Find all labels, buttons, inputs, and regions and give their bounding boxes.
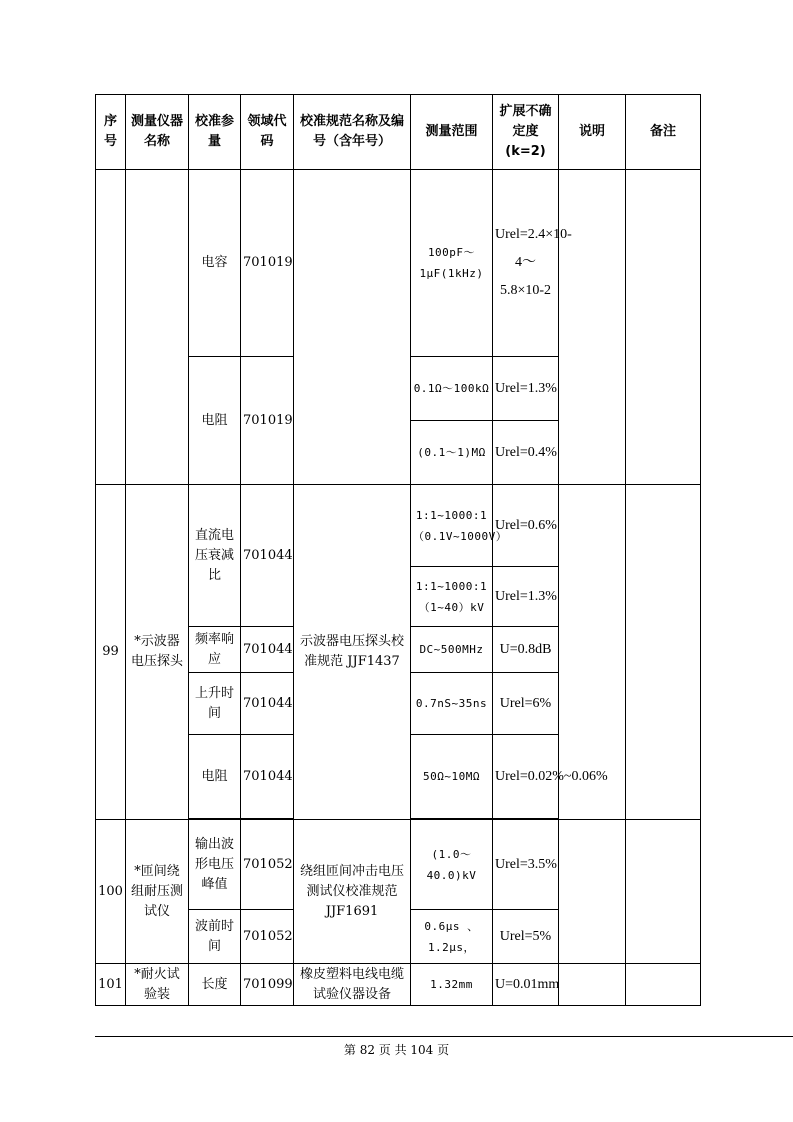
instrument-name: *耐火试验装 (126, 964, 189, 1006)
cont-note-cell (559, 170, 626, 485)
param-cell: 直流电压衰减比 (189, 485, 241, 627)
code-cell: 701044 (241, 735, 294, 819)
header-uncertainty: 扩展不确定度(k=2) (493, 95, 559, 170)
param-cell: 电阻 (189, 735, 241, 819)
range-cell: 0.1Ω～100kΩ (411, 357, 493, 421)
header-no: 序号 (96, 95, 126, 170)
range-cell: 1:1~1000:1（0.1V~1000V） (411, 485, 493, 567)
range-cell: 0.6μs 、1.2μs， (411, 910, 493, 964)
uncertainty-cell: Urel=1.3% (493, 567, 559, 627)
instrument-name: *匝间绕组耐压测试仪 (126, 820, 189, 964)
header-code: 领域代码 (241, 95, 294, 170)
calibration-scope-table (95, 94, 701, 1006)
spec-cell: 橡皮塑料电线电缆试验仪器设备 (294, 964, 411, 1006)
uncertainty-cell: Urel=0.4% (493, 421, 559, 485)
range-cell: 0.7nS~35ns (411, 673, 493, 735)
cont-spec-cell (294, 170, 411, 485)
row-number: 100 (96, 820, 126, 964)
uncertainty-cell: Urel=5% (493, 910, 559, 964)
param-cell: 电容 (189, 170, 241, 357)
header-param: 校准参量 (189, 95, 241, 170)
note-cell (559, 964, 626, 1006)
table-row (96, 964, 701, 1006)
remark-cell (626, 820, 701, 964)
range-cell: 100pF～1μF(1kHz) (411, 170, 493, 357)
remark-cell (626, 485, 701, 820)
spec-cell: 示波器电压探头校准规范 JJF1437 (294, 485, 411, 820)
cont-remark-cell (626, 170, 701, 485)
header-note: 说明 (559, 95, 626, 170)
header-remark: 备注 (626, 95, 701, 170)
code-cell: 701052 (241, 910, 294, 964)
uncertainty-cell: U=0.01mm (493, 964, 559, 1006)
param-cell: 电阻 (189, 357, 241, 485)
uncertainty-cell: U=0.8dB (493, 627, 559, 673)
page-footer: 第 82 页 共 104 页 (343, 1043, 450, 1057)
param-cell: 波前时间 (189, 910, 241, 964)
range-cell: 1:1~1000:1（1~40）kV (411, 567, 493, 627)
param-cell: 输出波形电压峰值 (189, 820, 241, 910)
range-cell: 1.32mm (411, 964, 493, 1006)
uncertainty-cell: Urel=0.02%~0.06% (493, 735, 559, 819)
code-cell: 701019 (241, 357, 294, 485)
remark-cell (626, 964, 701, 1006)
range-cell: (0.1～1)MΩ (411, 421, 493, 485)
row-number: 101 (96, 964, 126, 1006)
table-row (96, 485, 701, 567)
header-range: 测量范围 (411, 95, 493, 170)
param-cell: 频率响应 (189, 627, 241, 673)
code-cell: 701019 (241, 170, 294, 357)
table-row (96, 170, 701, 357)
code-cell: 701044 (241, 485, 294, 627)
uncertainty-cell: Urel=3.5% (493, 820, 559, 910)
code-cell: 701052 (241, 820, 294, 910)
note-cell (559, 820, 626, 964)
cont-instrument-cell (126, 170, 189, 485)
spec-cell: 绕组匝间冲击电压测试仪校准规范 JJF1691 (294, 820, 411, 964)
uncertainty-cell: Urel=1.3% (493, 357, 559, 421)
param-cell: 长度 (189, 964, 241, 1006)
instrument-name: *示波器电压探头 (126, 485, 189, 820)
range-cell: DC~500MHz (411, 627, 493, 673)
footer-divider (95, 1036, 793, 1037)
table-row (96, 820, 701, 910)
header-instrument: 测量仪器名称 (126, 95, 189, 170)
cont-no-cell (96, 170, 126, 485)
uncertainty-cell: Urel=2.4×10-4～5.8×10-2 (493, 170, 559, 357)
code-cell: 701044 (241, 673, 294, 735)
uncertainty-cell: Urel=0.6% (493, 485, 559, 567)
range-cell: (1.0～40.0)kV (411, 820, 493, 910)
row-number: 99 (96, 485, 126, 820)
code-cell: 701044 (241, 627, 294, 673)
range-cell: 50Ω~10MΩ (411, 735, 493, 819)
header-spec: 校准规范名称及编号（含年号） (294, 95, 411, 170)
uncertainty-cell: Urel=6% (493, 673, 559, 735)
code-cell: 701099 (241, 964, 294, 1006)
header-row (96, 95, 701, 170)
param-cell: 上升时间 (189, 673, 241, 735)
